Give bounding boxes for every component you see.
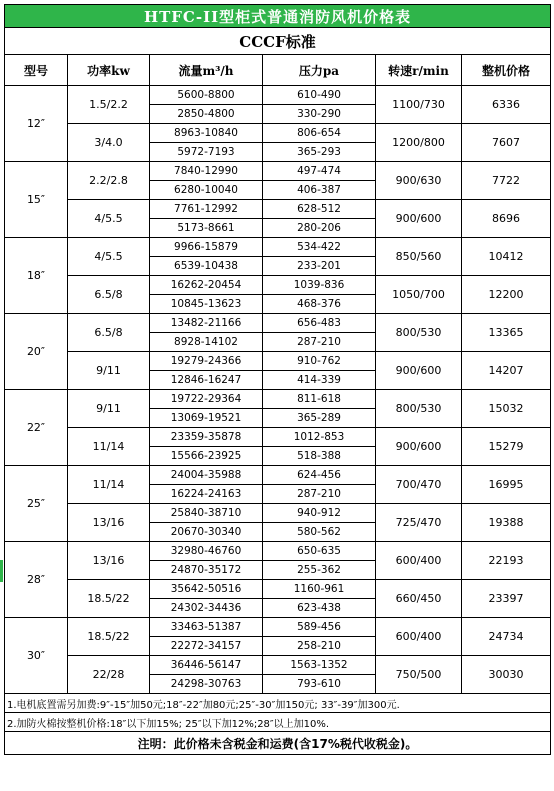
note-text: 2.加防火棉按整机价格:18″以下加15%; 25″以下加12%;28″以上加10%. — [5, 713, 551, 732]
flow-cell: 5600-8800 — [150, 86, 263, 105]
power-cell: 6.5/8 — [68, 314, 150, 352]
price-cell: 23397 — [462, 580, 551, 618]
footer-note: 注明：此价格未含税金和运费(含17%税代收税金)。 — [5, 732, 551, 755]
power-cell: 9/11 — [68, 352, 150, 390]
flow-cell: 19722-29364 — [150, 390, 263, 409]
model-cell: 18″ — [5, 238, 68, 314]
flow-cell: 19279-24366 — [150, 352, 263, 371]
flow-cell: 25840-38710 — [150, 504, 263, 523]
price-cell: 7722 — [462, 162, 551, 200]
row-marker — [0, 560, 3, 582]
table-row — [5, 162, 551, 181]
price-cell: 6336 — [462, 86, 551, 124]
speed-cell: 900/600 — [376, 200, 462, 238]
model-cell: 12″ — [5, 86, 68, 162]
table-row — [5, 124, 551, 143]
pressure-cell: 330-290 — [263, 105, 376, 124]
pressure-cell: 365-289 — [263, 409, 376, 428]
pressure-cell: 940-912 — [263, 504, 376, 523]
table-row — [5, 352, 551, 371]
flow-cell: 20670-30340 — [150, 523, 263, 542]
table-row — [5, 656, 551, 675]
flow-cell: 15566-23925 — [150, 447, 263, 466]
table-row — [5, 276, 551, 295]
speed-cell: 1100/730 — [376, 86, 462, 124]
pressure-cell: 1039-836 — [263, 276, 376, 295]
note-row — [5, 694, 551, 713]
power-cell: 13/16 — [68, 504, 150, 542]
header-power: 功率kw — [68, 55, 150, 86]
flow-cell: 7761-12992 — [150, 200, 263, 219]
pressure-cell: 406-387 — [263, 181, 376, 200]
price-cell: 16995 — [462, 466, 551, 504]
model-cell: 15″ — [5, 162, 68, 238]
table-row — [5, 504, 551, 523]
price-cell: 14207 — [462, 352, 551, 390]
speed-cell: 725/470 — [376, 504, 462, 542]
table-row — [5, 580, 551, 599]
flow-cell: 22272-34157 — [150, 637, 263, 656]
pressure-cell: 468-376 — [263, 295, 376, 314]
pressure-cell: 623-438 — [263, 599, 376, 618]
power-cell: 1.5/2.2 — [68, 86, 150, 124]
flow-cell: 24302-34436 — [150, 599, 263, 618]
flow-cell: 8928-14102 — [150, 333, 263, 352]
flow-cell: 8963-10840 — [150, 124, 263, 143]
pressure-cell: 650-635 — [263, 542, 376, 561]
model-cell: 28″ — [5, 542, 68, 618]
pressure-cell: 280-206 — [263, 219, 376, 238]
flow-cell: 10845-13623 — [150, 295, 263, 314]
pressure-cell: 806-654 — [263, 124, 376, 143]
price-sheet — [4, 4, 550, 755]
price-cell: 19388 — [462, 504, 551, 542]
pressure-cell: 589-456 — [263, 618, 376, 637]
speed-cell: 800/530 — [376, 314, 462, 352]
power-cell: 4/5.5 — [68, 200, 150, 238]
pressure-cell: 1012-853 — [263, 428, 376, 447]
model-cell: 30″ — [5, 618, 68, 694]
table-title: HTFC-II型柜式普通消防风机价格表 — [5, 5, 551, 28]
speed-cell: 660/450 — [376, 580, 462, 618]
pressure-cell: 287-210 — [263, 485, 376, 504]
pressure-cell: 811-618 — [263, 390, 376, 409]
pressure-cell: 534-422 — [263, 238, 376, 257]
pressure-cell: 656-483 — [263, 314, 376, 333]
price-cell: 7607 — [462, 124, 551, 162]
speed-cell: 1050/700 — [376, 276, 462, 314]
pressure-cell: 497-474 — [263, 162, 376, 181]
power-cell: 13/16 — [68, 542, 150, 580]
pressure-cell: 365-293 — [263, 143, 376, 162]
table-row — [5, 86, 551, 105]
pressure-cell: 518-388 — [263, 447, 376, 466]
power-cell: 3/4.0 — [68, 124, 150, 162]
pressure-cell: 258-210 — [263, 637, 376, 656]
price-cell: 30030 — [462, 656, 551, 694]
flow-cell: 6280-10040 — [150, 181, 263, 200]
header-flow: 流量m³/h — [150, 55, 263, 86]
speed-cell: 800/530 — [376, 390, 462, 428]
table-row — [5, 466, 551, 485]
table-row — [5, 618, 551, 637]
header-price: 整机价格 — [462, 55, 551, 86]
flow-cell: 23359-35878 — [150, 428, 263, 447]
flow-cell: 6539-10438 — [150, 257, 263, 276]
table-row — [5, 200, 551, 219]
price-cell: 15032 — [462, 390, 551, 428]
speed-cell: 600/400 — [376, 542, 462, 580]
pressure-cell: 1563-1352 — [263, 656, 376, 675]
price-table — [4, 4, 551, 755]
pressure-cell: 233-201 — [263, 257, 376, 276]
table-subtitle: CCCF标准 — [5, 28, 551, 55]
flow-cell: 16224-24163 — [150, 485, 263, 504]
pressure-cell: 414-339 — [263, 371, 376, 390]
speed-cell: 900/630 — [376, 162, 462, 200]
speed-cell: 900/600 — [376, 428, 462, 466]
price-cell: 22193 — [462, 542, 551, 580]
pressure-cell: 628-512 — [263, 200, 376, 219]
pressure-cell: 1160-961 — [263, 580, 376, 599]
flow-cell: 5972-7193 — [150, 143, 263, 162]
table-row — [5, 314, 551, 333]
flow-cell: 24870-35172 — [150, 561, 263, 580]
power-cell: 2.2/2.8 — [68, 162, 150, 200]
pressure-cell: 910-762 — [263, 352, 376, 371]
footer-row — [5, 732, 551, 755]
note-text: 1.电机底置需另加费:9″-15″加50元;18″-22″加80元;25″-30″加150元; 33″-39″加300元. — [5, 694, 551, 713]
speed-cell: 600/400 — [376, 618, 462, 656]
pressure-cell: 793-610 — [263, 675, 376, 694]
header-pressure: 压力pa — [263, 55, 376, 86]
flow-cell: 32980-46760 — [150, 542, 263, 561]
table-row — [5, 238, 551, 257]
flow-cell: 24298-30763 — [150, 675, 263, 694]
pressure-cell: 624-456 — [263, 466, 376, 485]
price-cell: 13365 — [462, 314, 551, 352]
power-cell: 9/11 — [68, 390, 150, 428]
note-row — [5, 713, 551, 732]
speed-cell: 1200/800 — [376, 124, 462, 162]
table-row — [5, 542, 551, 561]
power-cell: 4/5.5 — [68, 238, 150, 276]
power-cell: 22/28 — [68, 656, 150, 694]
flow-cell: 13482-21166 — [150, 314, 263, 333]
flow-cell: 5173-8661 — [150, 219, 263, 238]
pressure-cell: 610-490 — [263, 86, 376, 105]
power-cell: 18.5/22 — [68, 580, 150, 618]
pressure-cell: 287-210 — [263, 333, 376, 352]
flow-cell: 36446-56147 — [150, 656, 263, 675]
flow-cell: 35642-50516 — [150, 580, 263, 599]
price-cell: 10412 — [462, 238, 551, 276]
flow-cell: 12846-16247 — [150, 371, 263, 390]
flow-cell: 2850-4800 — [150, 105, 263, 124]
price-cell: 12200 — [462, 276, 551, 314]
price-cell: 24734 — [462, 618, 551, 656]
power-cell: 6.5/8 — [68, 276, 150, 314]
speed-cell: 750/500 — [376, 656, 462, 694]
flow-cell: 33463-51387 — [150, 618, 263, 637]
power-cell: 18.5/22 — [68, 618, 150, 656]
power-cell: 11/14 — [68, 466, 150, 504]
power-cell: 11/14 — [68, 428, 150, 466]
model-cell: 22″ — [5, 390, 68, 466]
table-row — [5, 390, 551, 409]
flow-cell: 9966-15879 — [150, 238, 263, 257]
table-row — [5, 428, 551, 447]
model-cell: 20″ — [5, 314, 68, 390]
price-cell: 8696 — [462, 200, 551, 238]
flow-cell: 24004-35988 — [150, 466, 263, 485]
speed-cell: 850/560 — [376, 238, 462, 276]
pressure-cell: 255-362 — [263, 561, 376, 580]
speed-cell: 900/600 — [376, 352, 462, 390]
flow-cell: 7840-12990 — [150, 162, 263, 181]
pressure-cell: 580-562 — [263, 523, 376, 542]
model-cell: 25″ — [5, 466, 68, 542]
header-speed: 转速r/min — [376, 55, 462, 86]
speed-cell: 700/470 — [376, 466, 462, 504]
price-cell: 15279 — [462, 428, 551, 466]
header-model: 型号 — [5, 55, 68, 86]
flow-cell: 13069-19521 — [150, 409, 263, 428]
flow-cell: 16262-20454 — [150, 276, 263, 295]
